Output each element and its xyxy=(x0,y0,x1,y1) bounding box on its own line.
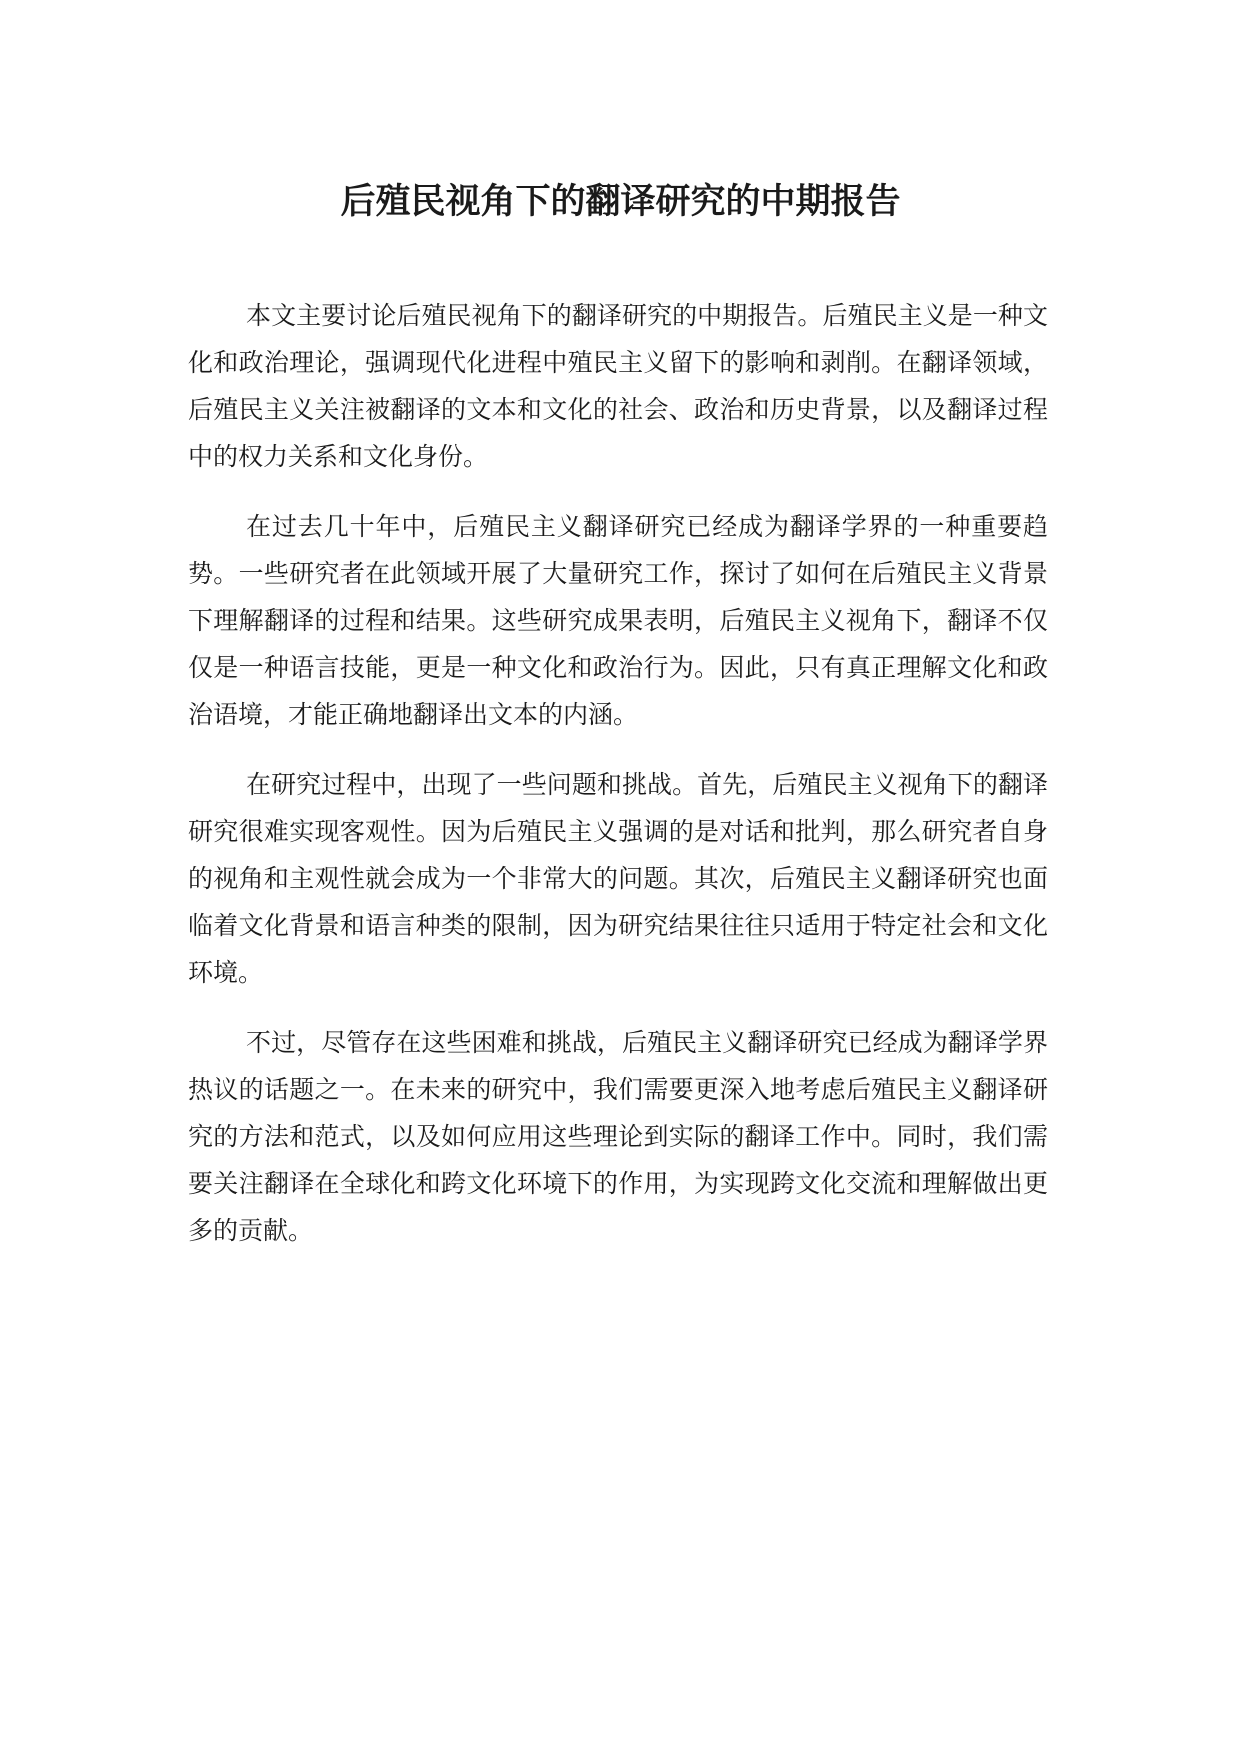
paragraph-2: 在过去几十年中，后殖民主义翻译研究已经成为翻译学界的一种重要趋势。一些研究者在此领域开展了大量研究工作，探讨了如何在后殖民主义背景下理解翻译的过程和结果。这些研究成果表明，后殖民主义视角下，翻译不仅仅是一种语言技能，更是一种文化和政治行为。因此，只有真正理解文化和政治语境，才能正确地翻译出文本的内涵。 xyxy=(188,512,1048,729)
paragraph-1: 本文主要讨论后殖民视角下的翻译研究的中期报告。后殖民主义是一种文化和政治理论，强调现代化进程中殖民主义留下的影响和剥削。在翻译领域，后殖民主义关注被翻译的文本和文化的社会、政治和历史背景，以及翻译过程中的权力关系和文化身份。 xyxy=(188,301,1048,471)
paragraph-4: 不过，尽管存在这些困难和挑战，后殖民主义翻译研究已经成为翻译学界热议的话题之一。在未来的研究中，我们需要更深入地考虑后殖民主义翻译研究的方法和范式，以及如何应用这些理论到实际的翻译工作中。同时，我们需要关注翻译在全球化和跨文化环境下的作用，为实现跨文化交流和理解做出更多的贡献。 xyxy=(188,1028,1048,1245)
paragraph-3: 在研究过程中，出现了一些问题和挑战。首先，后殖民主义视角下的翻译研究很难实现客观性。因为后殖民主义强调的是对话和批判，那么研究者自身的视角和主观性就会成为一个非常大的问题。其次，后殖民主义翻译研究也面临着文化背景和语言种类的限制，因为研究结果往往只适用于特定社会和文化环境。 xyxy=(188,770,1048,987)
document-body xyxy=(188,292,1048,1277)
document-title: 后殖民视角下的翻译研究的中期报告 xyxy=(340,182,901,222)
